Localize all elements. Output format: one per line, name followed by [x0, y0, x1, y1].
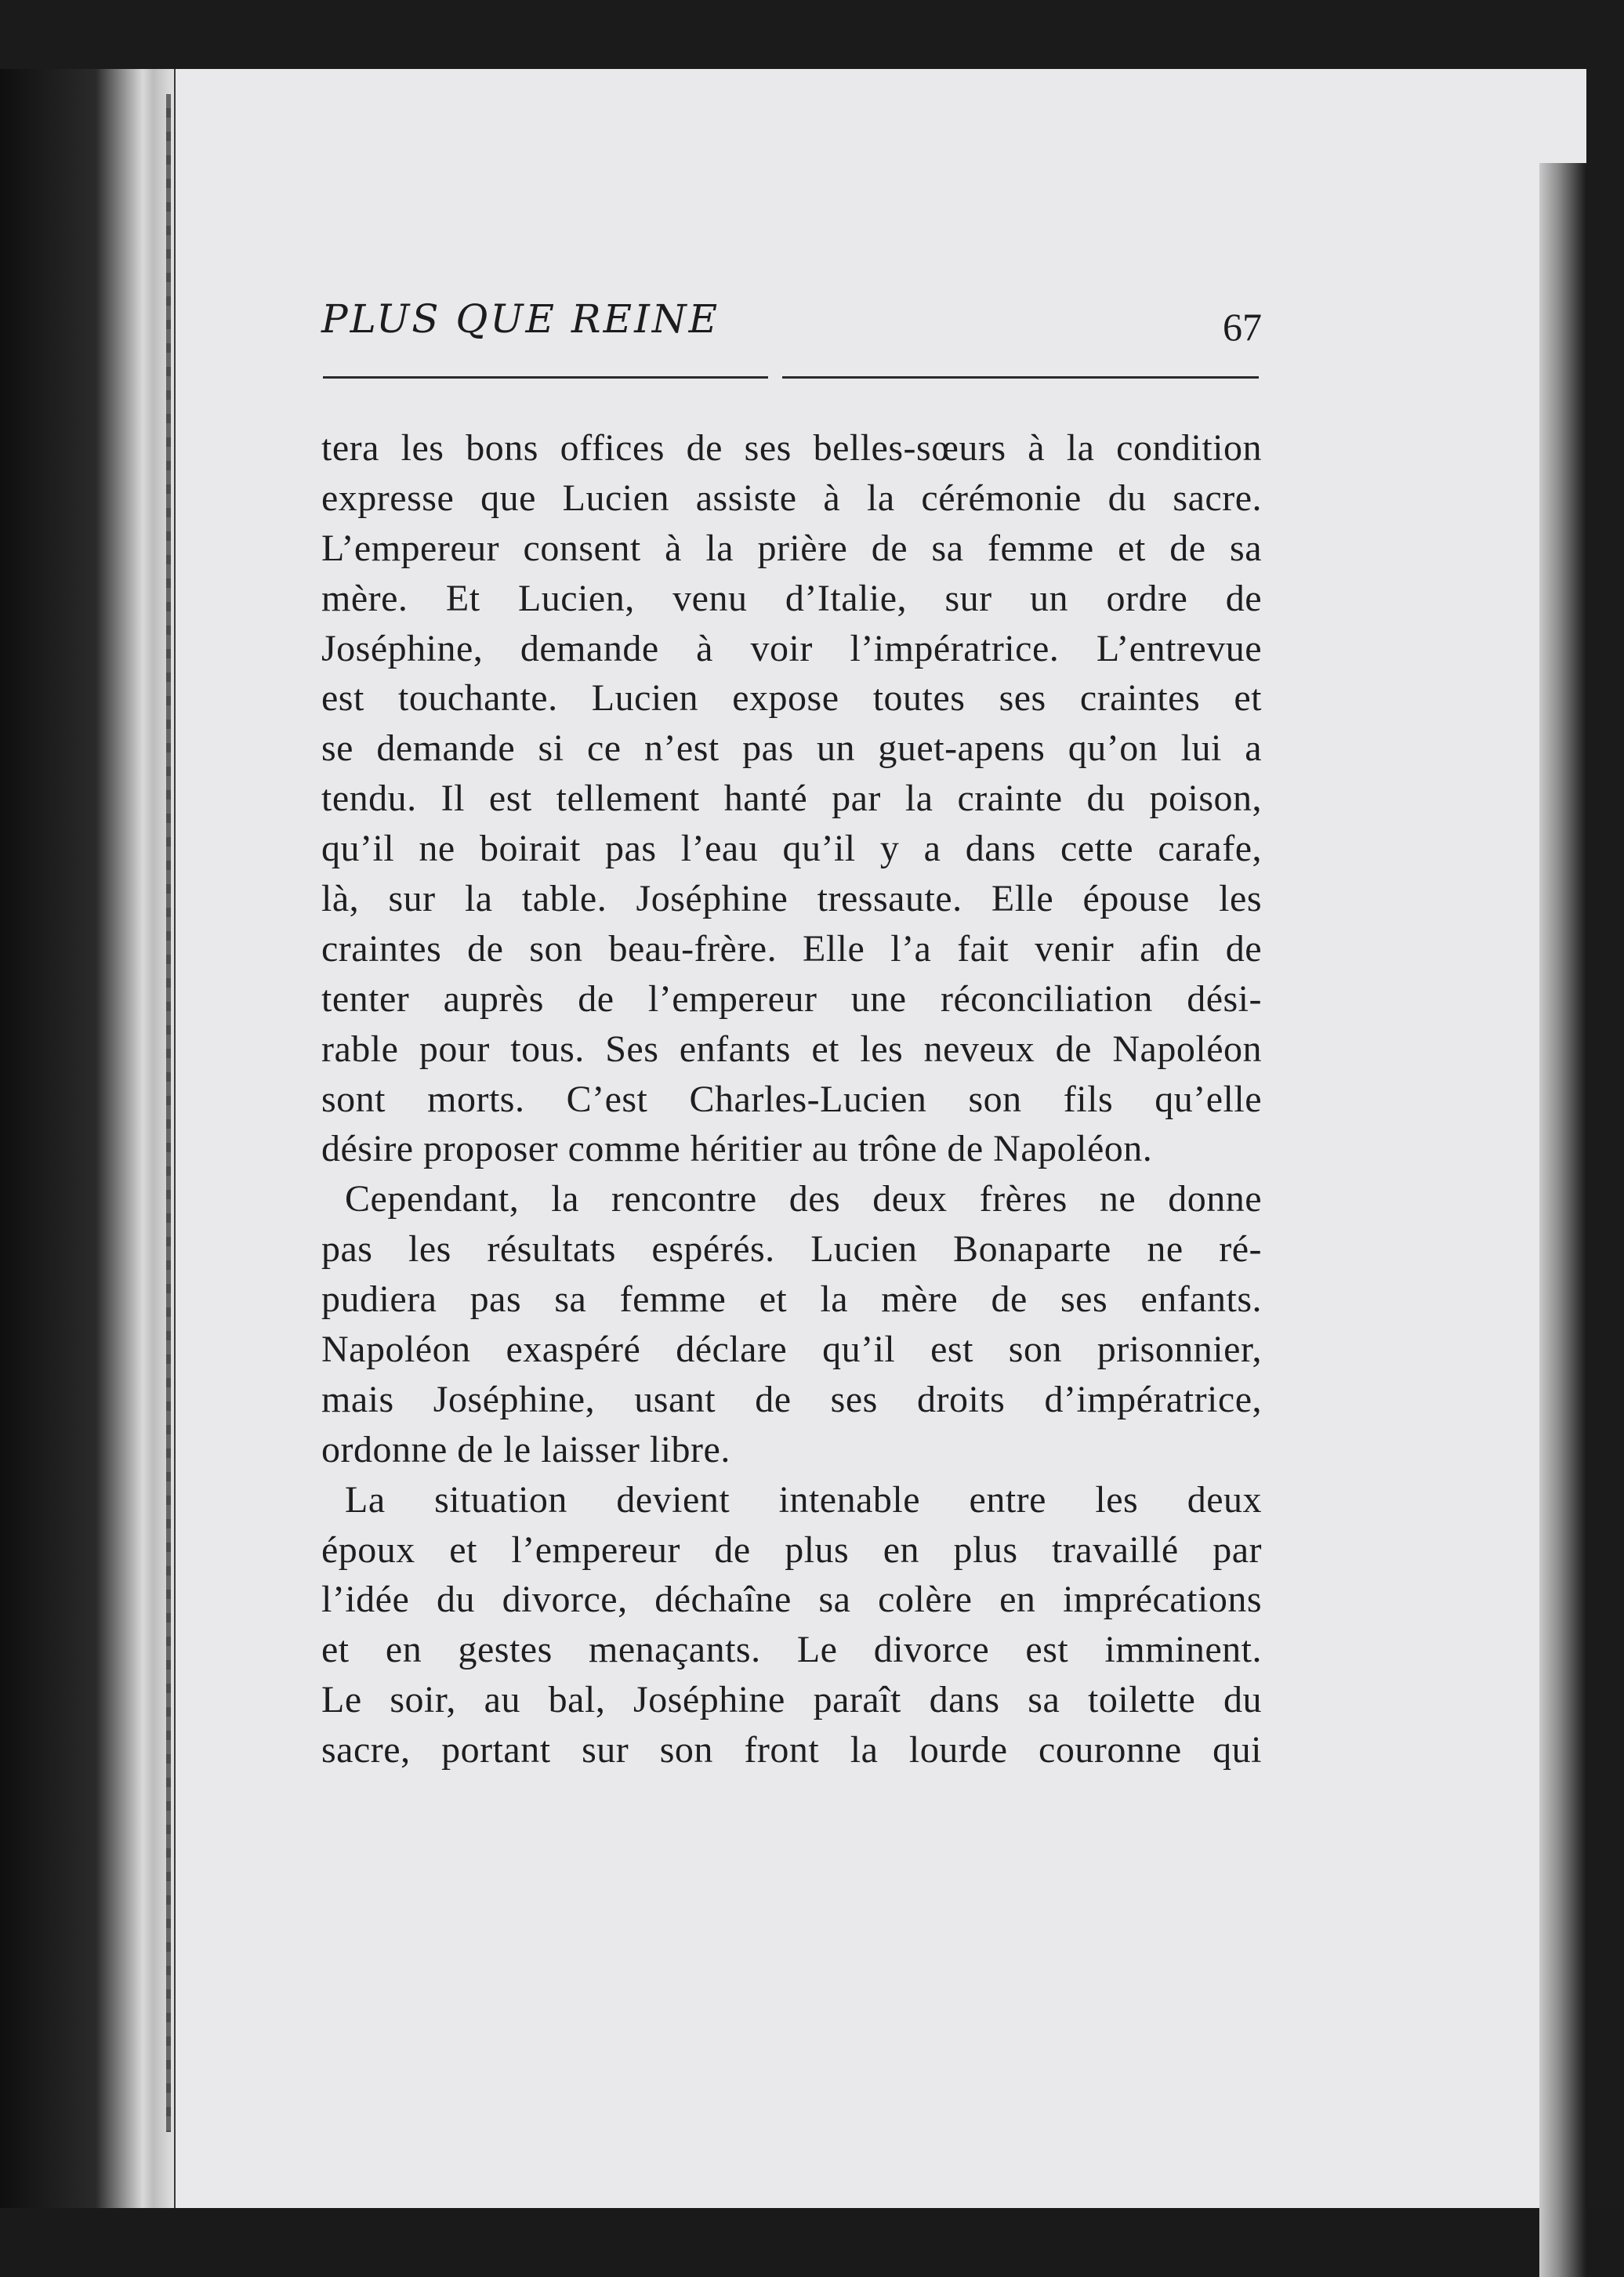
page-number: 67: [1223, 305, 1262, 349]
text-line: qu’il ne boirait pas l’eau qu’il y a dans cette carafe,: [321, 828, 1262, 870]
text-line: se demande si ce n’est pas un guet-apens qu’on lui a: [321, 727, 1262, 770]
text-line: ordonne de le laisser libre.: [321, 1428, 730, 1470]
text-line: Le soir, au bal, Joséphine paraît dans sa toilette du: [321, 1679, 1262, 1721]
text-line: tera les bons offices de ses belles-sœurs à la condition: [321, 427, 1262, 469]
header-rule-left: [323, 376, 768, 379]
text-line: craintes de son beau-frère. Elle l’a fait venir afin de: [321, 927, 1262, 970]
text-line: mais Joséphine, usant de ses droits d’impératrice,: [321, 1378, 1262, 1420]
text-line: L’empereur consent à la prière de sa femme et de sa: [321, 527, 1262, 569]
running-title: PLUS QUE REINE: [321, 296, 720, 342]
facing-page-edge: [0, 69, 174, 2208]
text-line: tendu. Il est tellement hanté par la crainte du poison,: [321, 778, 1262, 820]
text-line: est touchante. Lucien expose toutes ses craintes et: [321, 677, 1262, 720]
text-line: désire proposer comme héritier au trône de Napoléon.: [321, 1128, 1153, 1170]
page-header: [321, 290, 1262, 353]
page-right-edge: [1539, 163, 1586, 2277]
paragraph-start-line: Cependant, la rencontre des deux frères ne donne: [345, 1178, 1262, 1220]
text-line: sont morts. C’est Charles-Lucien son fils qu’elle: [321, 1078, 1262, 1120]
text-line: l’idée du divorce, déchaîne sa colère en imprécations: [321, 1579, 1262, 1621]
text-line: pas les résultats espérés. Lucien Bonaparte ne ré-: [321, 1228, 1262, 1271]
text-line: pudiera pas sa femme et la mère de ses enfants.: [321, 1278, 1262, 1321]
paragraph-start-line: La situation devient intenable entre les deux: [345, 1478, 1262, 1521]
text-line: et en gestes menaçants. Le divorce est imminent.: [321, 1629, 1262, 1671]
text-line: là, sur la table. Joséphine tressaute. Elle épouse les: [321, 878, 1262, 920]
text-line: sacre, portant sur son front la lourde couronne qui: [321, 1729, 1262, 1771]
header-rule-right: [782, 376, 1259, 379]
text-line: expresse que Lucien assiste à la cérémonie du sacre.: [321, 477, 1262, 519]
text-line: Joséphine, demande à voir l’impératrice. L’entrevue: [321, 627, 1262, 669]
binding-gutter: [166, 94, 171, 2132]
text-line: rable pour tous. Ses enfants et les neveux de Napoléon: [321, 1028, 1262, 1070]
text-line: Napoléon exaspéré déclare qu’il est son prisonnier,: [321, 1329, 1262, 1371]
text-line: mère. Et Lucien, venu d’Italie, sur un ordre de: [321, 577, 1262, 619]
body-text: [321, 423, 1262, 1775]
text-line: époux et l’empereur de plus en plus travaillé par: [321, 1528, 1262, 1571]
text-line: tenter auprès de l’empereur une réconciliation dési-: [321, 977, 1262, 1020]
